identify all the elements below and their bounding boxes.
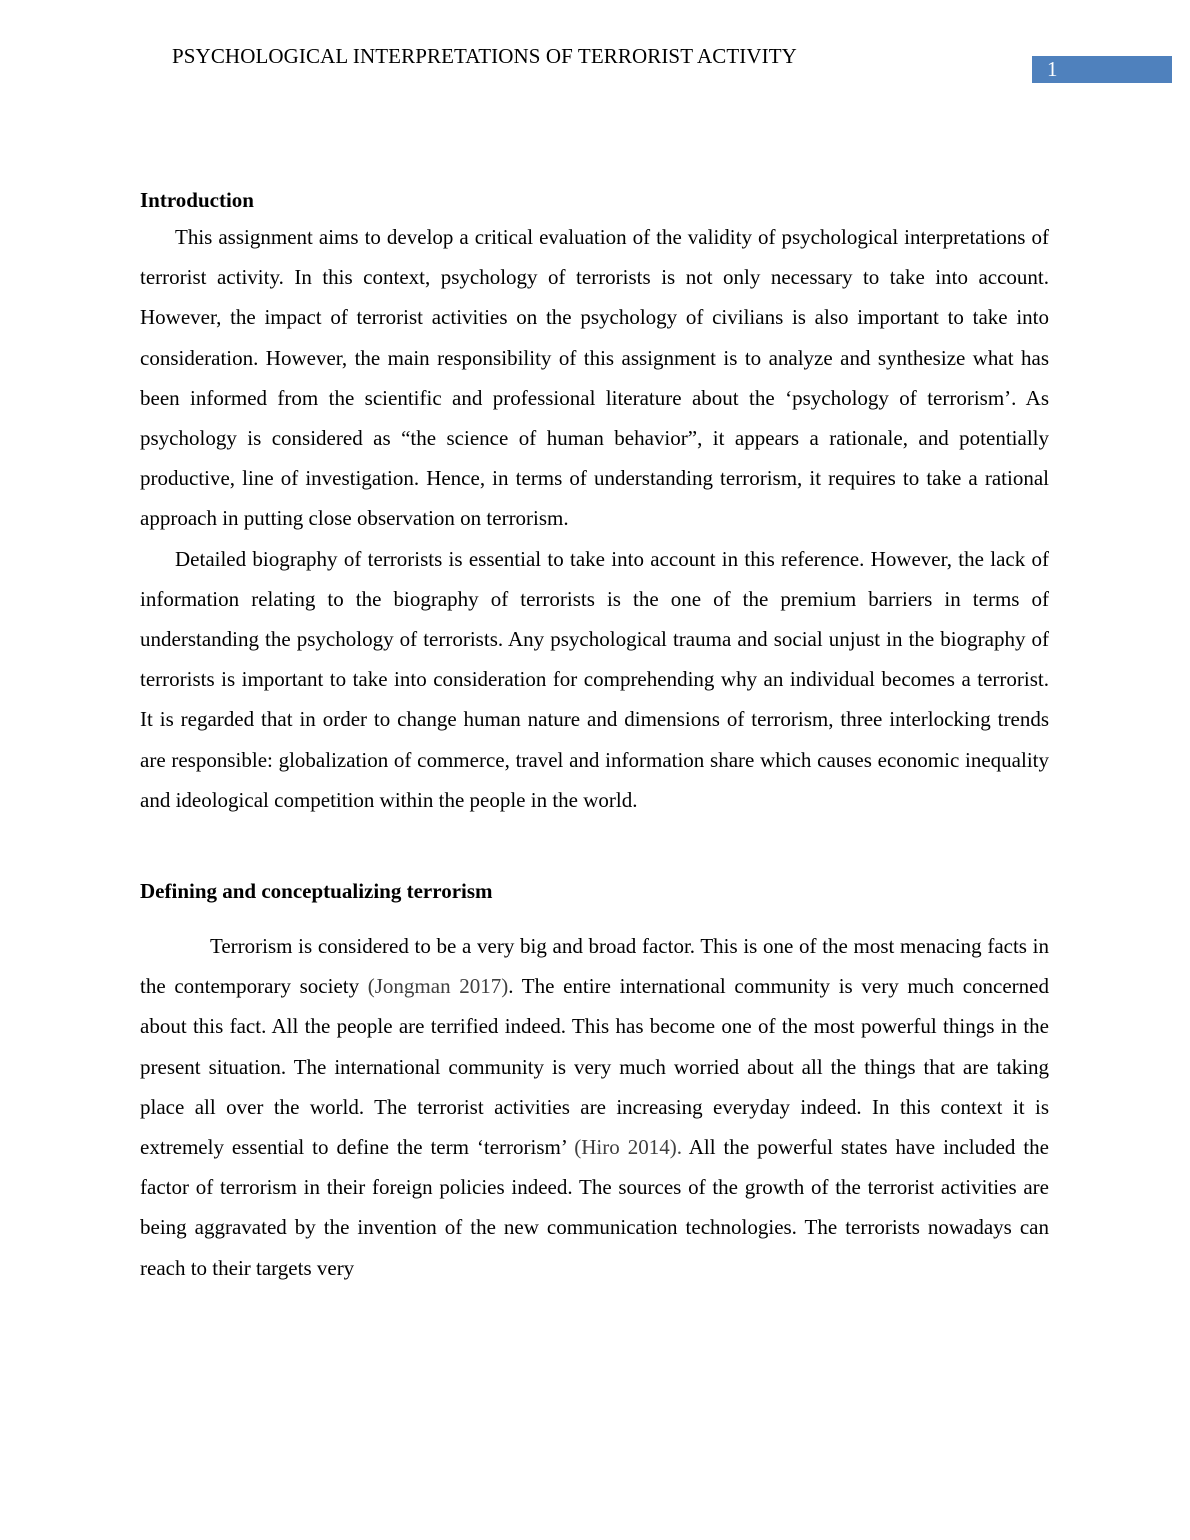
paragraph-text: . The entire international community is very much concerned about this fact. All the people are terrified indeed. This has become one of the most powerful things in the present situation. The international community is very much worried about all the things that are taking place all over the world. The terrorist activities are increasing everyday indeed. In this context it is extremely essential to define the term ‘terrorism’ [140, 974, 1049, 1160]
section-heading-introduction: Introduction [140, 188, 254, 212]
paragraph-text: Terrorism is considered to be a very big and broad factor. This is one of the most menacing facts in the contemporary society [140, 934, 1049, 999]
page-number-badge [1032, 56, 1172, 83]
running-head: PSYCHOLOGICAL INTERPRETATIONS OF TERRORIST ACTIVITY [172, 44, 797, 68]
page-number: 1 [1047, 57, 1058, 81]
document-body [140, 184, 1049, 1288]
paragraph [140, 926, 1049, 1288]
citation: (Hiro 2014). [574, 1135, 682, 1160]
citation: (Jongman 2017) [367, 974, 509, 999]
section-heading-defining-terrorism: Defining and conceptualizing terrorism [140, 879, 493, 904]
paragraph-text: All the powerful states have included the factor of terrorism in their foreign policies indeed. The sources of the growth of the terrorist activities are being aggravated by the invention of the new communication technologies. The terrorists nowadays can reach to their targets very [140, 1135, 1049, 1280]
paragraph: Detailed biography of terrorists is essential to take into account in this reference. However, the lack of information relating to the biography of terrorists is the one of the premium barriers in terms of understanding the psychology of terrorists. Any psychological trauma and social unjust in the biography of terrorists is important to take into consideration for comprehending why an individual becomes a terrorist. It is regarded that in order to change human nature and dimensions of terrorism, three interlocking trends are responsible: globalization of commerce, travel and information share which causes economic inequality and ideological competition within the people in the world. [140, 546, 1049, 812]
paragraph: This assignment aims to develop a critical evaluation of the validity of psychological interpretations of terrorist activity. In this context, psychology of terrorists is not only necessary to take into account. However, the impact of terrorist activities on the psychology of civilians is also important to take into consideration. However, the main responsibility of this assignment is to analyze and synthesize what has been informed from the scientific and professional literature about the ‘psychology of terrorism’. As psychology is considered as “the science of human behavior”, it appears a rationale, and potentially productive, line of investigation. Hence, in terms of understanding terrorism, it requires to take a rational approach in putting close observation on terrorism. [140, 225, 1049, 531]
